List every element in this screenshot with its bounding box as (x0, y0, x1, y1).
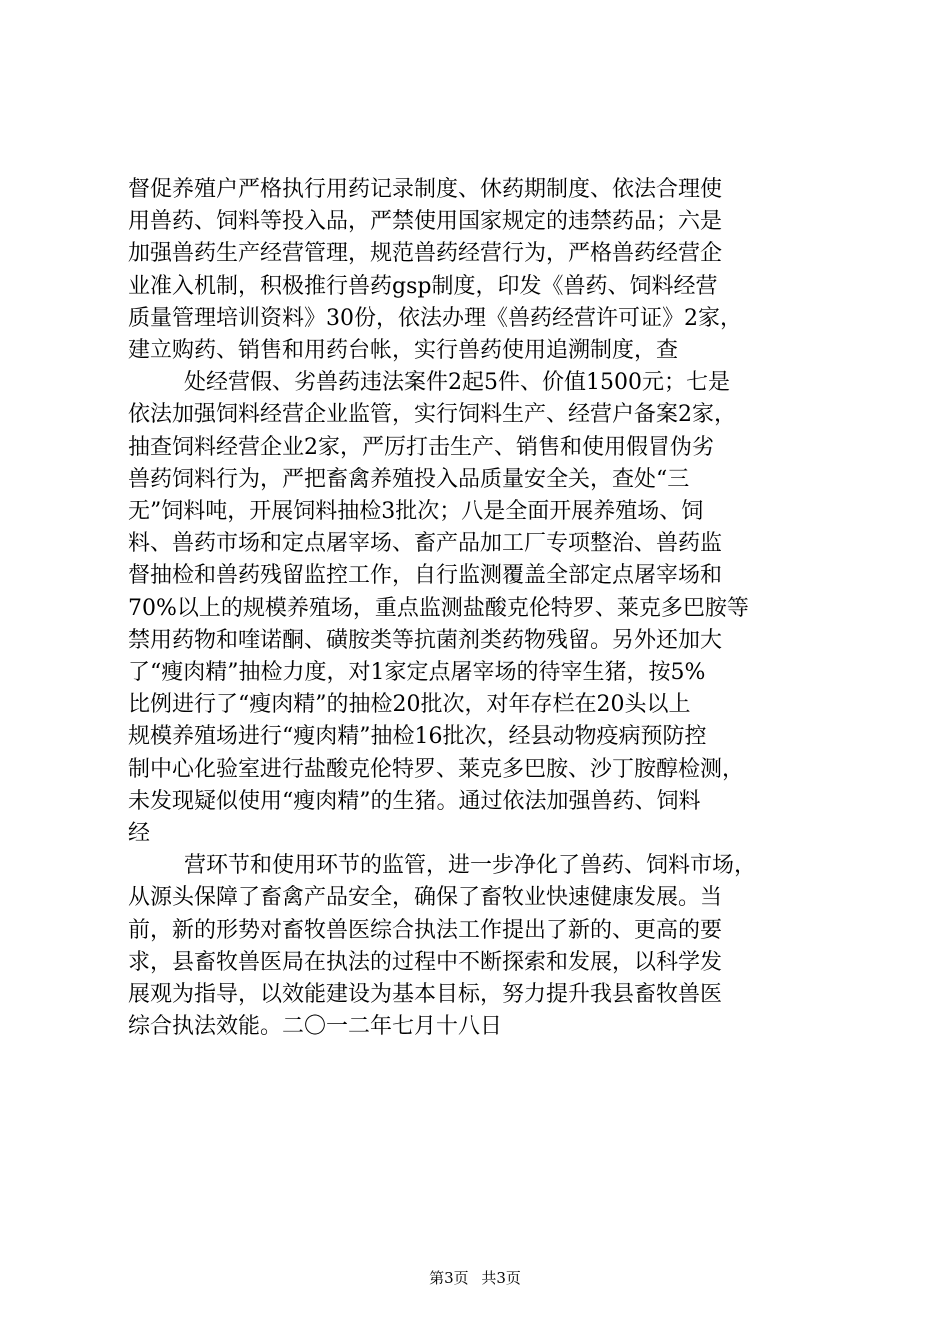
text-line: 营环节和使用环节的监管，进一步净化了兽药、饲料市场， (184, 853, 757, 879)
text-line: 建立购药、销售和用药台帐，实行兽药使用追溯制度，查 (128, 338, 679, 364)
text-line: 兽药饲料行为，严把畜禽养殖投入品质量安全关，查处“三 (128, 466, 690, 492)
text-line: 用兽药、饲料等投入品，严禁使用国家规定的违禁药品；六是 (128, 209, 723, 235)
text-line: 未发现疑似使用“瘦肉精”的生猪。通过依法加强兽药、饲料 (128, 788, 701, 814)
text-line: 督抽检和兽药残留监控工作，自行监测覆盖全部定点屠宰场和 (128, 563, 723, 589)
text-line: 70%以上的规模养殖场，重点监测盐酸克伦特罗、莱克多巴胺等 (128, 595, 749, 621)
paragraph (128, 367, 828, 850)
text-line: 督促养殖户严格执行用药记录制度、休药期制度、依法合理使 (128, 177, 723, 202)
page-footer (0, 1268, 950, 1288)
paragraph (128, 174, 828, 367)
text-line: 禁用药物和喹诺酮、磺胺类等抗菌剂类药物残留。另外还加大 (128, 627, 723, 653)
text-line: 无”饲料吨，开展饲料抽检3批次；八是全面开展养殖场、饲 (128, 499, 704, 525)
text-line: 业准入机制，积极推行兽药gsp制度，印发《兽药、饲料经营 (128, 273, 718, 299)
text-line: 比例进行了“瘦肉精”的抽检20批次，对年存栏在20头以上 (128, 692, 691, 718)
text-line: 展观为指导，以效能建设为基本目标，努力提升我县畜牧兽医 (128, 982, 723, 1008)
paragraph (128, 850, 828, 1043)
text-line: 料、兽药市场和定点屠宰场、畜产品加工厂专项整治、兽药监 (128, 531, 723, 557)
text-line: 经 (128, 821, 151, 847)
text-line: 了“瘦肉精”抽检力度，对1家定点屠宰场的待宰生猪，按5% (128, 660, 706, 686)
text-line: 处经营假、劣兽药违法案件2起5件、价值1500元；七是 (184, 370, 730, 396)
text-line: 求，县畜牧兽医局在执法的过程中不断探索和发展，以科学发 (128, 949, 723, 975)
page-total: 共3页 (481, 1269, 521, 1287)
page-number: 第3页 (429, 1269, 469, 1287)
document-body (128, 174, 828, 1043)
text-line: 质量管理培训资料》30份，依法办理《兽药经营许可证》2家， (128, 305, 742, 331)
text-line: 加强兽药生产经营管理，规范兽药经营行为，严格兽药经营企 (128, 241, 723, 267)
text-line: 从源头保障了畜禽产品安全，确保了畜牧业快速健康发展。当 (128, 885, 723, 911)
text-line: 制中心化验室进行盐酸克伦特罗、莱克多巴胺、沙丁胺醇检测， (128, 756, 745, 782)
text-line: 前，新的形势对畜牧兽医综合执法工作提出了新的、更高的要 (128, 917, 723, 943)
text-line: 依法加强饲料经营企业监管，实行饲料生产、经营户备案2家， (128, 402, 736, 428)
text-line: 规模养殖场进行“瘦肉精”抽检16批次，经县动物疫病预防控 (128, 724, 707, 750)
text-line: 抽查饲料经营企业2家，严厉打击生产、销售和使用假冒伪劣 (128, 434, 714, 460)
text-line: 综合执法效能。二〇一二年七月十八日 (128, 1014, 503, 1040)
